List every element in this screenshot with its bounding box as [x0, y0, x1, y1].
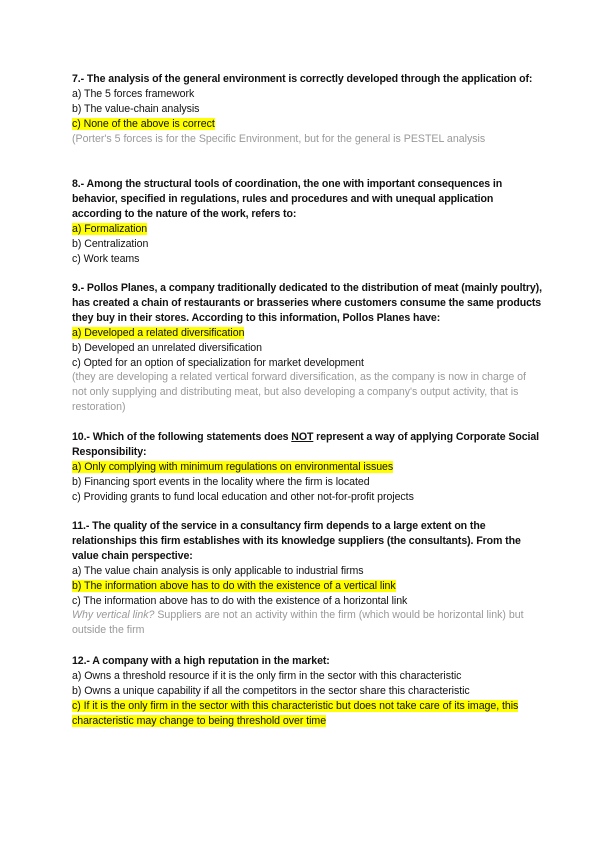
question-12 — [72, 654, 542, 729]
answer-note: Why vertical link? Suppliers are not an activity within the firm (which would be horizontal link) but outside the firm — [72, 609, 524, 637]
option-c-answer: c) None of the above is correct — [72, 117, 215, 130]
option-b: b) Financing sport events in the locality where the firm is located — [72, 475, 370, 488]
question-9 — [72, 281, 542, 415]
option-a: a) The 5 forces framework — [72, 87, 195, 100]
option-c: c) The information above has to do with the existence of a horizontal link — [72, 594, 408, 607]
emphasis-not: NOT — [291, 431, 314, 443]
option-b: b) The value-chain analysis — [72, 102, 200, 115]
option-c-answer: c) If it is the only firm in the sector with this characteristic but does not take care of its image, this characteristic may change to being threshold over time — [72, 699, 519, 727]
answer-note: (Porter's 5 forces is for the Specific Environment, but for the general is PESTEL analysis — [72, 132, 486, 145]
option-b: b) Owns a unique capability if all the competitors in the sector share this characteristic — [72, 684, 470, 697]
question-stem: 11.- The quality of the service in a consultancy firm depends to a large extent on the relationships this firm establishes with its knowledge suppliers (the consultants). From the value chain perspective: — [72, 520, 521, 562]
option-c: c) Work teams — [72, 252, 140, 265]
option-c: c) Providing grants to fund local education and other not-for-profit projects — [72, 490, 414, 503]
option-b: b) Centralization — [72, 237, 149, 250]
question-8 — [72, 177, 542, 266]
question-11 — [72, 519, 542, 638]
option-b-answer: b) The information above has to do with the existence of a vertical link — [72, 579, 396, 592]
option-a: a) The value chain analysis is only applicable to industrial firms — [72, 564, 364, 577]
question-stem: 12.- A company with a high reputation in the market: — [72, 655, 330, 667]
question-7 — [72, 72, 542, 147]
option-a: a) Owns a threshold resource if it is the only firm in the sector with this characteristic — [72, 669, 462, 682]
question-10 — [72, 430, 542, 505]
option-a-answer: a) Formalization — [72, 222, 148, 235]
option-b: b) Developed an unrelated diversification — [72, 341, 262, 354]
question-stem: 8.- Among the structural tools of coordination, the one with important consequences in behavior, specified in regulations, rules and procedures and with unequal application according to the nature of the work, refers to: — [72, 178, 503, 220]
answer-note: (they are developing a related vertical forward diversification, as the company is now in charge of not only supplying and distributing meat, but also developing a company's output activity, that is restoration) — [72, 371, 527, 414]
option-a-answer: a) Only complying with minimum regulations on environmental issues — [72, 460, 394, 473]
question-stem: 10.- Which of the following statements does NOT represent a way of applying Corporate Social Responsibility: — [72, 431, 540, 458]
option-c: c) Opted for an option of specialization for market development — [72, 356, 364, 369]
question-stem: 9.- Pollos Planes, a company traditionally dedicated to the distribution of meat (mainly poultry), has created a chain of restaurants or brasseries where customers consume the same products they buy in their stores. According to this information, Pollos Planes have: — [72, 282, 542, 324]
question-stem: 7.- The analysis of the general environment is correctly developed through the application of: — [72, 73, 533, 85]
option-a-answer: a) Developed a related diversification — [72, 326, 245, 339]
